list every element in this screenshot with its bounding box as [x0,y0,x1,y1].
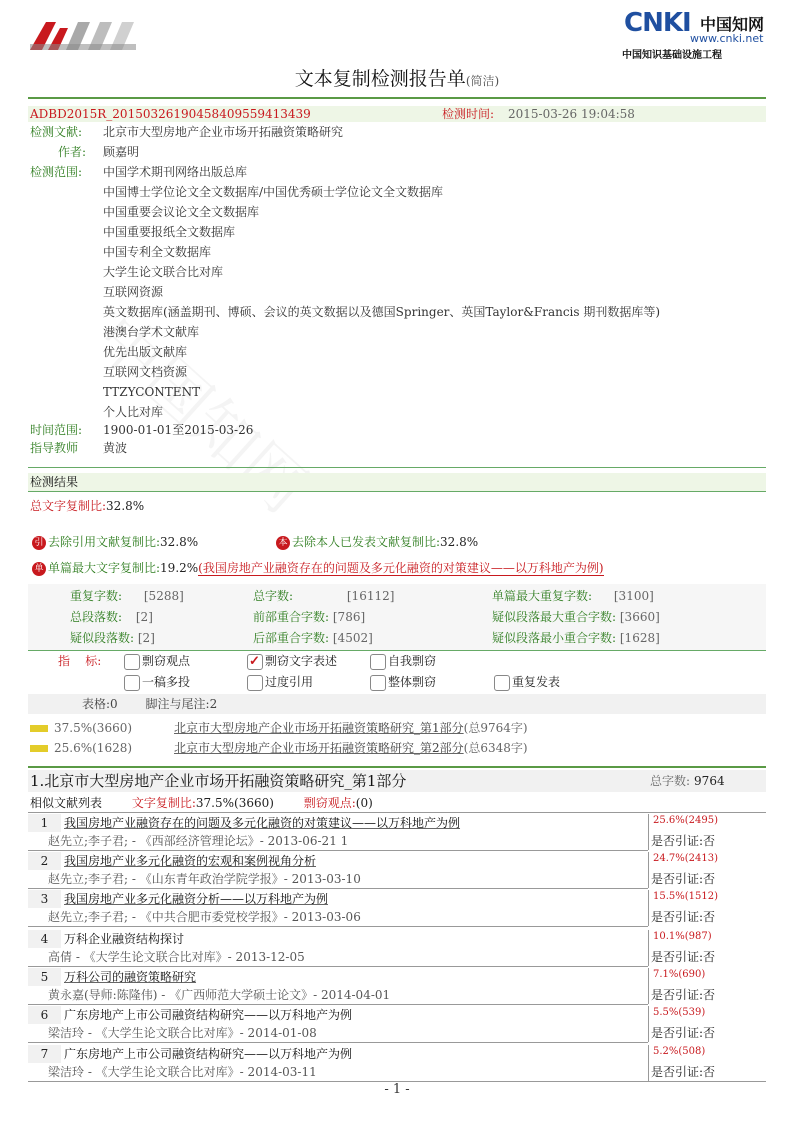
stat-rear-overlap: 后部重合字数: [4502] [253,631,373,645]
row-author: 赵先立;李子君; - 《中共合肥市委党校学报》- 2013-03-06 [48,910,361,924]
section-header [28,770,766,792]
row-pct: 10.1%(987) [653,931,712,942]
row-title[interactable]: 广东房地产上市公司融资结构研究——以万科地产为例 [64,1047,353,1061]
indicator-duplicate-submission[interactable]: 一稿多投 [124,672,190,692]
part-bar-icon [30,725,48,732]
advisor-label: 指导教师 [30,441,79,455]
result-header-bar [28,473,766,491]
section-title: 1.北京市大型房地产企业市场开拓融资策略研究_第1部分 [30,772,407,790]
table-row[interactable] [28,852,766,888]
single-max-label: 单篇最大文字复制比: [48,561,161,575]
cite-badge-icon: 引 [32,536,46,550]
indicator-repeat-publication[interactable]: 重复发表 [494,672,560,692]
scope-item: 大学生论文联合比对库 [103,265,224,279]
single-max-ratio [32,558,604,578]
row-author: 赵先立;李子君; - 《山东青年政治学院学报》- 2013-03-10 [48,872,361,886]
self-badge-icon: 本 [276,536,290,550]
checkbox[interactable] [370,675,386,691]
row-divider [28,1042,648,1043]
advisor-value: 黄波 [103,441,128,455]
scope-item: 优先出版文献库 [103,345,188,359]
table-row[interactable] [28,968,766,1004]
row-number: 4 [28,930,61,948]
row-title[interactable]: 万科公司的融资策略研究 [64,970,197,984]
scope-item: 中国学术期刊网络出版总库 [103,165,248,179]
row-cite: 是否引证:否 [651,872,716,886]
row-author: 赵先立;李子君; - 《西部经济管理论坛》- 2013-06-21 1 [48,834,349,848]
row-cite: 是否引证:否 [651,1026,716,1040]
excl-cite-label: 去除引用文献复制比: [48,535,161,549]
row-title[interactable]: 广东房地产上市公司融资结构研究——以万科地产为例 [64,1008,353,1022]
report-id: ADBD2015R_20150326190458409559413439 [30,107,311,121]
section-word-count: 总字数: 9764 [650,774,725,788]
stat-suspect-paragraphs: 疑似段落数: [2] [70,631,155,645]
part-bar-icon [30,745,48,752]
row-divider [28,926,648,927]
total-copy-label: 总文字复制比: [30,499,107,513]
stat-para-max-overlap: 疑似段落最大重合字数: [3660] [492,610,660,624]
stat-total-words: 总字数: [16112] [253,589,395,603]
table-row[interactable] [28,930,766,966]
row-author: 高倩 - 《大学生论文联合比对库》- 2013-12-05 [48,950,305,964]
table-row[interactable] [28,1045,766,1081]
row-pct: 24.7%(2413) [653,853,719,864]
part-row[interactable]: 37.5%(3660) 北京市大型房地产企业市场开拓融资策略研究_第1部分(总9764字) [30,718,528,738]
row-number: 7 [28,1045,61,1063]
author-value: 顾嘉明 [103,145,140,159]
indicator-plagiarize-idea[interactable]: 剽窃观点 [124,651,190,671]
time-range-value: 1900-01-01至2015-03-26 [103,423,254,437]
indicator-whole-plagiarism[interactable]: 整体剽窃 [370,672,436,692]
cnki-tagline: 中国知识基础设施工程 [622,50,722,61]
scope-item: 中国专利全文数据库 [103,245,212,259]
title-divider [28,97,766,99]
excl-self-label: 去除本人已发表文献复制比: [292,535,441,549]
row-number: 6 [28,1006,61,1024]
detect-time-value: 2015-03-26 19:04:58 [508,107,635,121]
single-max-title[interactable]: (我国房地产业融资存在的问题及多元化融资的对策建议——以万科地产为例) [198,561,604,575]
excl-self-ratio [276,532,478,552]
row-title[interactable]: 万科企业融资结构探讨 [64,932,185,946]
scope-item: 港澳台学术文献库 [103,325,200,339]
row-divider [28,850,648,851]
row-pct: 25.6%(2495) [653,815,719,826]
report-id-bar [28,106,766,122]
time-range-label: 时间范围: [30,423,83,437]
row-number: 1 [28,814,61,832]
indicator-self-plagiarism[interactable]: 自我剽窃 [370,651,436,671]
scope-label: 检测范围: [30,165,83,179]
scope-item: 互联网资源 [103,285,164,299]
row-author: 梁洁玲 - 《大学生论文联合比对库》- 2014-03-11 [48,1065,317,1079]
row-cite: 是否引证:否 [651,910,716,924]
row-meta [648,1006,767,1042]
row-title[interactable]: 我国房地产业融资存在的问题及多元化融资的对策建议——以万科地产为例 [64,816,461,830]
row-cite: 是否引证:否 [651,1065,716,1079]
table-count: 表格:0 脚注与尾注:2 [82,697,218,711]
indicator-plagiarize-text[interactable]: ✓ 剽窃文字表述 [247,651,337,671]
checkbox[interactable] [370,654,386,670]
row-divider [28,1004,648,1005]
row-title[interactable]: 我国房地产业多元化融资分析——以万科地产为例 [64,892,329,906]
stat-total-paragraphs: 总段落数: [2] [70,610,153,624]
cnki-chinese: 中国知网 [700,15,765,34]
detect-time-label: 检测时间: [442,107,495,121]
checkbox[interactable] [247,675,263,691]
report-title-main: 文本复制检测报告单 [294,68,466,90]
author-label: 作者: [58,145,87,159]
indicator-label: 指 标: [58,654,102,668]
scope-item: 英文数据库(涵盖期刊、博硕、会议的英文数据以及德国Springer、英国Taylor&Francis 期刊数据库等) [103,305,661,319]
cnki-logo [622,8,772,60]
indicator-over-citation[interactable]: 过度引用 [247,672,313,692]
row-meta [648,852,767,888]
stat-front-overlap: 前部重合字数: [786] [253,610,366,624]
row-divider [28,888,648,889]
row-number: 2 [28,852,61,870]
single-max-value: 19.2% [160,561,199,575]
single-badge-icon: 单 [32,562,46,576]
row-author: 梁洁玲 - 《大学生论文联合比对库》- 2014-01-08 [48,1026,317,1040]
row-number: 3 [28,890,61,908]
row-title[interactable]: 我国房地产业多元化融资的宏观和案例视角分析 [64,854,317,868]
similar-list-header: 相似文献列表 文字复制比:37.5%(3660) 剽窃观点:(0) [30,796,373,810]
row-meta [648,968,767,1004]
excl-cite-ratio [32,532,198,552]
stat-para-min-overlap: 疑似段落最小重合字数: [1628] [492,631,660,645]
cnki-url: www.cnki.net [690,32,764,45]
row-pct: 7.1%(690) [653,969,706,980]
row-number: 5 [28,968,61,986]
table-row[interactable] [28,890,766,926]
page-number: - 1 - [384,1082,410,1097]
total-copy-ratio [30,496,144,516]
doc-value: 北京市大型房地产企业市场开拓融资策略研究 [103,125,344,139]
result-header: 检测结果 [30,475,79,489]
row-meta [648,1045,767,1081]
result-divider [28,467,766,468]
checkbox-checked[interactable] [247,654,263,670]
total-copy-value: 32.8% [106,499,145,513]
section-divider [28,766,766,768]
table-row[interactable] [28,814,766,850]
part-row[interactable]: 25.6%(1628) 北京市大型房地产企业市场开拓融资策略研究_第2部分(总6348字) [30,738,528,758]
row-cite: 是否引证:否 [651,834,716,848]
report-title [0,64,794,91]
result-header-divider [28,491,766,492]
row-pct: 5.2%(508) [653,1046,706,1057]
row-meta [648,890,767,926]
row-cite: 是否引证:否 [651,950,716,964]
amlc-logo [30,20,140,54]
row-divider [28,966,648,967]
row-meta [648,930,767,966]
stat-single-max-repeat: 单篇最大重复字数: [3100] [492,589,654,603]
scope-item: 中国重要报纸全文数据库 [103,225,236,239]
table-row[interactable] [28,1006,766,1042]
row-pct: 15.5%(1512) [653,891,719,902]
similar-list-divider [28,812,766,813]
scope-item: 中国博士学位论文全文数据库/中国优秀硕士学位论文全文数据库 [103,185,444,199]
checkbox[interactable] [124,675,140,691]
cnki-brand: CNKI [624,8,691,38]
row-meta [648,814,767,850]
checkbox[interactable] [494,675,510,691]
scope-item: TTZYCONTENT [103,385,201,399]
row-author: 黄永嘉(导师:陈隆伟) - 《广西师范大学硕士论文》- 2014-04-01 [48,988,391,1002]
excl-self-value: 32.8% [440,535,479,549]
scope-item: 互联网文档资源 [103,365,188,379]
row-cite: 是否引证:否 [651,988,716,1002]
doc-label: 检测文献: [30,125,83,139]
scope-item: 中国重要会议论文全文数据库 [103,205,260,219]
report-title-sub: (简洁) [465,74,500,88]
excl-cite-value: 32.8% [160,535,199,549]
stat-repeat-words: 重复字数: [5288] [70,589,184,603]
row-pct: 5.5%(539) [653,1007,706,1018]
checkbox[interactable] [124,654,140,670]
scope-item: 个人比对库 [103,405,164,419]
